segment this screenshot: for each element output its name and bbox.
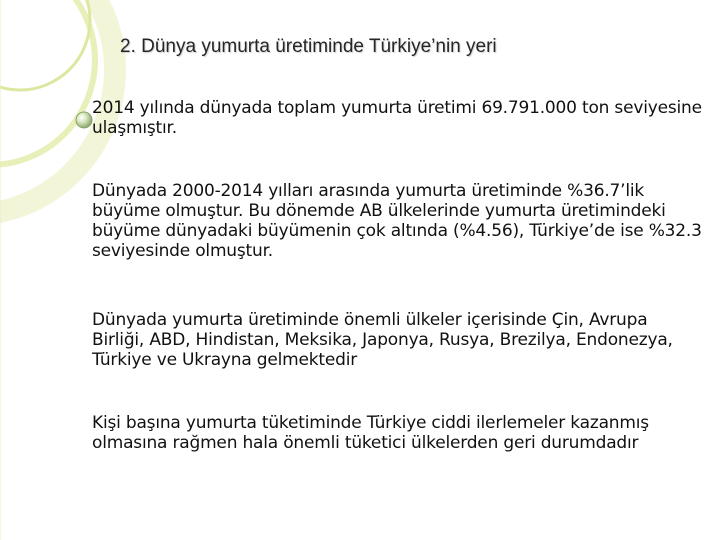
paragraph-growth: Dünyada 2000-2014 yılları arasında yumurta üretiminde %36.7’lik büyüme olmuştur. Bu dönemde AB ülkelerinde yumurta üretimindeki büyüme dünyadaki büyümenin çok altında (%4.56), Türkiye’de ise %32.3 seviyesinde olmuştur.: [92, 181, 702, 261]
decorative-swirl: [0, 0, 115, 540]
paragraph-producer-countries: Dünyada yumurta üretiminde önemli ülkeler içerisinde Çin, Avrupa Birliği, ABD, Hindistan, Meksika, Japonya, Rusya, Brezilya, Endonezya, Türkiye ve Ukrayna gelmektedir: [92, 310, 673, 370]
bullet-dot-icon: [76, 112, 92, 128]
paragraph-production-total: 2014 yılında dünyada toplam yumurta üretimi 69.791.000 ton seviyesine ulaşmıştır.: [92, 98, 702, 138]
paragraph-consumption: Kişi başına yumurta tüketiminde Türkiye ciddi ilerlemeler kazanmış olmasına rağmen hala önemli tüketici ülkelerden geri durumdadır: [92, 413, 649, 453]
slide-title: 2. Dünya yumurta üretiminde Türkiye’nin yeri: [120, 36, 497, 57]
